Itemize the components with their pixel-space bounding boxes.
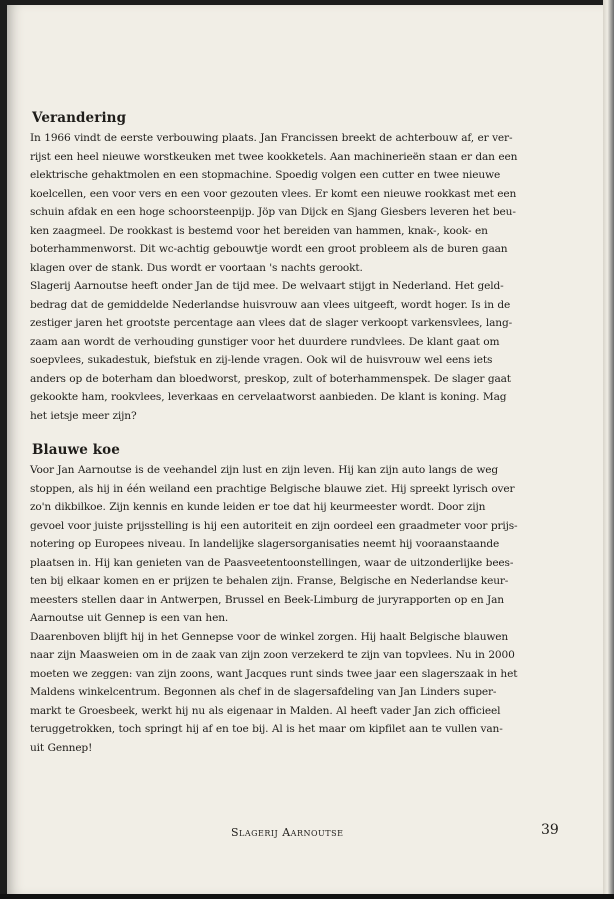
text-line: ken zaagmeel. De rookkast is bestemd voor het bereiden van hammen, knak-, kook- en	[30, 224, 488, 237]
text-line: markt te Groesbeek, werkt hij nu als eigenaar in Malden. Al heeft vader Jan zich officieel	[30, 704, 501, 717]
section-heading: Verandering	[32, 110, 127, 126]
text-line: gekookte ham, rookvlees, leverkaas en cervelaatworst aanbieden. De klant is koning. Mag	[30, 391, 507, 403]
text-line: zaam aan wordt de verhouding gunstiger voor het duurdere rundvlees. De klant gaat om	[30, 335, 500, 348]
text-line: ten bij elkaar komen en er prijzen te behalen zijn. Franse, Belgische en Nederlandse keur-	[30, 575, 509, 587]
section-text	[30, 461, 567, 757]
text-line: stoppen, als hij in één weiland een prachtige Belgische blauwe ziet. Hij spreekt lyrisch over	[30, 482, 515, 495]
section-verandering	[30, 109, 567, 425]
text-line: bedrag dat de gemiddelde Nederlandse huisvrouw aan vlees uitgeeft, wordt hoger. Is in de	[30, 298, 511, 311]
scan-border	[0, 894, 614, 899]
page-number: 39	[541, 822, 559, 838]
book-page	[7, 5, 603, 894]
text-line: Daarenboven blijft hij in het Gennepse voor de winkel zorgen. Hij haalt Belgische blauwen	[30, 630, 509, 643]
text-line: zo'n dikbilkoe. Zijn kennis en kunde leiden er toe dat hij keurmeester wordt. Door zijn	[30, 501, 486, 513]
text-line: Voor Jan Aarnoutse is de veehandel zijn lust en zijn leven. Hij kan zijn auto langs de weg	[30, 464, 499, 476]
page-edge	[603, 0, 614, 899]
text-line: Aarnoutse uit Gennep is een van hen.	[30, 612, 229, 624]
text-line: rijst een heel nieuwe worstkeuken met twee kookketels. Aan machinerieën staan er dan een	[30, 150, 518, 163]
page-body	[30, 109, 567, 757]
text-line: meesters stellen daar in Antwerpen, Brussel en Beek-Limburg de juryrapporten op en Jan	[30, 593, 504, 606]
text-line: naar zijn Maasweien om in de zaak van zijn zoon verzekerd te zijn van topvlees. Nu in 2000	[30, 649, 515, 661]
text-line: schuin afdak en een hoge schoorsteenpijp. Jöp van Dijck en Sjang Giesbers leveren het beu-	[30, 206, 516, 218]
section-blauwe-koe	[30, 441, 567, 757]
text-line: gevoel voor juiste prijsstelling is hij een autoriteit en zijn oordeel een graadmeter voor prijs-	[30, 519, 518, 532]
text-line: teruggetrokken, toch springt hij af en toe bij. Al is het maar om kipfilet aan te vullen van-	[30, 723, 503, 735]
text-line: soepvlees, sukadestuk, biefstuk en zij-lende vragen. Ook wil de huisvrouw wel eens iets	[30, 354, 493, 366]
text-line: notering op Europees niveau. In landelijke slagersorganisaties neemt hij vooraanstaande	[30, 538, 500, 550]
text-line: uit Gennep!	[30, 741, 93, 754]
text-line: In 1966 vindt de eerste verbouwing plaats. Jan Francissen breekt de achterbouw af, er ver-	[30, 132, 513, 144]
text-line: anders op de boterham dan bloedworst, preskop, zult of boterhammenspek. De slager gaat	[30, 372, 511, 385]
text-line: het ietsje meer zijn?	[30, 409, 137, 422]
text-line: moeten we zeggen: van zijn zoons, want Jacques runt sinds twee jaar een slagerszaak in het	[30, 667, 518, 680]
text-line: Slagerij Aarnoutse heeft onder Jan de tijd mee. De welvaart stijgt in Nederland. Het geld-	[30, 280, 504, 292]
text-line: koelcellen, een voor vers en een voor gezouten vlees. Er komt een nieuwe rookkast met een	[30, 187, 517, 200]
text-line: boterhammenworst. Dit wc-achtig gebouwtje wordt een groot probleem als de buren gaan	[30, 243, 508, 255]
text-line: Maldens winkelcentrum. Begonnen als chef in de slagersafdeling van Jan Linders super-	[30, 686, 497, 698]
running-head: Slagerij Aarnoutse	[231, 826, 344, 839]
text-line: elektrische gehaktmolen en een stopmachine. Spoedig volgen een cutter en twee nieuwe	[30, 169, 501, 181]
text-line: plaatsen in. Hij kan genieten van de Paasveetentoonstellingen, waar de uitzonderlijke bees-	[30, 556, 514, 569]
section-text	[30, 129, 567, 425]
section-spacer	[30, 425, 567, 441]
text-line: klagen over de stank. Dus wordt er voortaan 's nachts gerookt.	[30, 261, 363, 274]
text-line: zestiger jaren het grootste percentage aan vlees dat de slager verkoopt varkensvlees, lang-	[30, 317, 513, 329]
section-heading: Blauwe koe	[32, 442, 120, 458]
